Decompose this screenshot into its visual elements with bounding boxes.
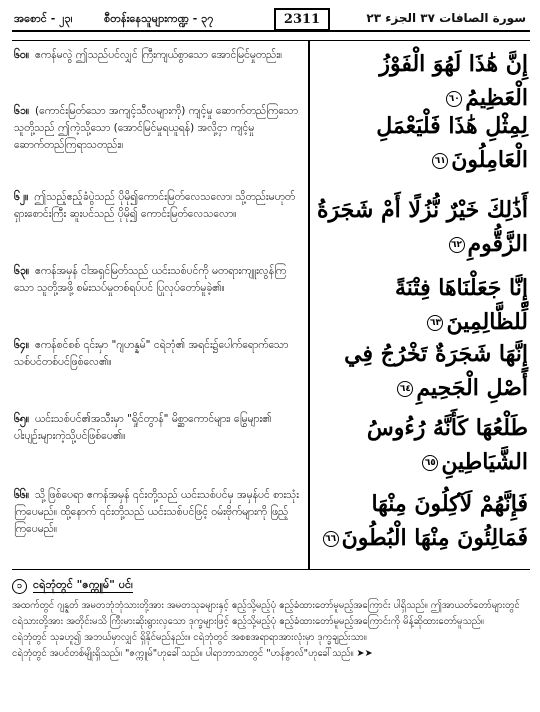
footnote-paragraph: ငရဲဘုံတွင် အပင်တစ်မျိုးရှိသည်။ "ဇက္ကူမ်"ဟုခေါ်သည်။ ပါရာဘာသာတွင် "ဟန်ဇွာလ်"ဟုခေါ်သည်။ ➤➤ — [12, 648, 373, 659]
verse-arabic — [316, 109, 528, 177]
verse-translation — [14, 47, 300, 64]
verse-translation — [14, 189, 300, 223]
ayah-marker: ٦١ — [432, 153, 448, 169]
verse-translation — [14, 337, 300, 371]
header-issue: အစောင် - ၂၃၊ — [14, 12, 73, 25]
ayah-marker: ٦٥ — [422, 455, 438, 471]
verse-number: ၆၃။ — [14, 265, 29, 277]
verse-text: ဧကန်အမှန် ငါအရှင်မြတ်သည် ယင်းသစ်ပင်ကို မတရားကျူးလွန်ကြသော သူတို့အဖို့ စမ်းသပ်မှုတစ်ရပ်ပင် ပြုလုပ်တော်မူခဲ့၏။ — [14, 265, 287, 294]
verse-text: ယင်းသစ်ပင်၏အသီးမှာ "ရှိုင်တွာန်" မိစ္ဆာကောင်များ၊ မြွေများ၏ ပါးပျဉ်းများကဲ့သို့ပင်ဖြစ်ပေ၏။ — [14, 413, 272, 442]
arabic-text: إِنَّا جَعَلْنَاهَا فِتْنَةً لِّلظَّالِمِينَ — [395, 275, 528, 335]
verse-arabic — [316, 193, 528, 261]
ayah-marker: ٦٠ — [446, 91, 462, 107]
verse-number: ၆၆။ — [14, 489, 29, 501]
page-header — [12, 8, 530, 32]
footnote-paragraph: အထက်တွင် ဂျန္နတ် အမတဘုံဘုံသားတို့အား အမတသုခများနှင့် ဧည့်သို့မည့်ပုံ ဧည့်ခံထားတော်မူမည့်အကြောင်း ပါရှိသည်။ ဤအာယတ်တော်များတွင် ငရဲသားတို့အား အတိုင်းမသိ ကြီးမားဆိုးရွားလှသော ဒုက္ခများဖြင့် ဧည့်သို့မည့်ပုံ ဧည့်ခံထားတော်မူမည့်အကြောင်းကို မိန့်ဆိုထားတော်မူသည်။ — [12, 600, 520, 627]
verse-number: ၆၅။ — [14, 413, 29, 425]
verse-translation — [14, 487, 300, 538]
ayah-marker: ٦٦ — [323, 531, 339, 547]
verse-text: (ကောင်းမြတ်သော အကျင့်သီလများကို) ကျင့်မှု ဆောက်တည်ကြသောသူတို့သည် ဤကဲ့သို့သော (အောင်မြင်မှုရယူရန်) အလို့ငှာ ကျင့်မှု ဆောက်တည်ကြရာသတည်း။ — [14, 105, 299, 151]
verse-number: ၆၁။ — [14, 105, 29, 117]
footnote-heading: ငရဲဘုံတွင် "ဇက္ကူမ်" ပင်၊ — [33, 578, 133, 591]
verse-arabic — [316, 271, 528, 339]
verse-arabic — [316, 47, 528, 115]
verse-number: ၆၀။ — [14, 49, 29, 61]
verse-text: ဧကန်စင်စစ် ၎င်းမှာ "ဂျဟန္နမ်" ငရဲဘုံ၏ အရင်း၌ပေါက်ရောက်သော သစ်ပင်တစ်ပင်ဖြစ်လေ၏။ — [14, 339, 289, 368]
verse-text: ဧကန်မလွဲ ဤသည်ပင်လျှင် ကြီးကျယ်စွာသော အောင်မြင်မှုတည်း။ — [35, 49, 283, 61]
ayah-marker: ٦٢ — [449, 237, 465, 253]
arabic-text: فَإِنَّهُمْ لَآكِلُونَ مِنْهَا فَمَالِئُونَ مِنْهَا الْبُطُونَ — [341, 491, 528, 551]
header-chapter: စီတန်းနေသူများကဏ္ဍ - ၃၇ — [104, 12, 214, 25]
footnote-marker: ၁ — [12, 579, 27, 594]
header-arabic-surah: سورة الصافات ٣٧ الجزء ٢٣ — [366, 11, 526, 25]
verses-table — [12, 40, 530, 570]
arabic-text: إِنَّهَا شَجَرَةٌ تَخْرُجُ فِي أَصْلِ الْجَحِيمِ — [344, 341, 528, 401]
footnote-title — [12, 578, 530, 594]
verse-arabic — [316, 487, 528, 555]
verse-number: ၆၂။ — [14, 191, 29, 203]
arabic-text: إِنَّ هَٰذَا لَهُوَ الْفَوْزُ الْعَظِيمُ — [379, 51, 528, 111]
ayah-marker: ٦٤ — [397, 381, 413, 397]
ayah-marker: ٦٣ — [427, 315, 443, 331]
column-divider — [308, 41, 310, 569]
arabic-text: أَذَٰلِكَ خَيْرٌ نُّزُلًا أَمْ شَجَرَةُ الزَّقُّومِ — [316, 197, 528, 257]
verse-translation — [14, 263, 300, 297]
verse-arabic — [316, 337, 528, 405]
verse-arabic — [316, 411, 528, 479]
verse-text: သို့ဖြစ်ပေရာ ဧကန်အမှန် ၎င်းတို့သည် ယင်းသစ်ပင်မှ အမှန်ပင် စားသုံးကြပေမည်။ ထို့နောက် ၎င်းတို့သည် ယင်းသစ်ပင်ဖြင့် ဝမ်းဗိုက်များကို ဖြည့်ကြပေမည်။ — [14, 489, 299, 535]
verse-text: ဤသည့်ဧည့်ခံပွဲသည် ပိုမို၍ကောင်းမြတ်လေသလော၊ သို့တည်းမဟုတ် ရှားစောင်းကြီး ဆူးပင်သည် ပိုမို၍ ကောင်းမြတ်လေသလော။ — [14, 191, 296, 220]
verse-translation — [14, 103, 300, 154]
verse-translation — [14, 411, 300, 445]
verse-number: ၆၄။ — [14, 339, 29, 351]
footnote — [12, 578, 530, 662]
arabic-text: لِمِثْلِ هَٰذَا فَلْيَعْمَلِ الْعَامِلُونَ — [376, 113, 528, 173]
page — [12, 8, 530, 706]
page-number: 2311 — [274, 8, 330, 31]
arabic-text: طَلْعُهَا كَأَنَّهُ رُءُوسُ الشَّيَاطِينِ — [366, 415, 528, 475]
footnote-paragraph: ငရဲဘုံတွင် သုခဟူ၍ အဘယ်မှာလျှင် ရှိနိုင်မည်နည်း။ ငရဲဘုံတွင် အစစအရာရာအားလုံးမှာ ဒုက္ခချည်းသာ။ — [12, 632, 367, 643]
